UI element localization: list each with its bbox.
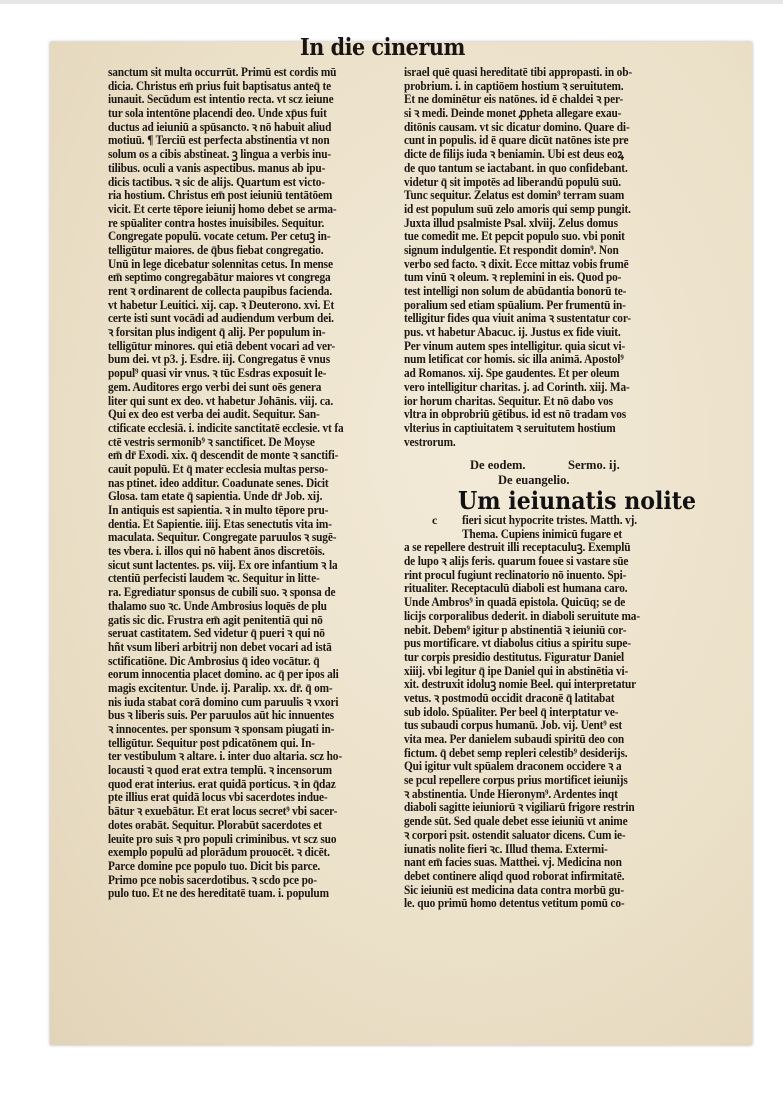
text-line: ritualiter. Receptaculū diaboli est humana caro.: [404, 581, 628, 596]
text-line: vicit. Et certe tēpore ieiunij homo debet se arma-: [108, 201, 337, 216]
text-line: de quo tantum se iactabant. in quo confidebant.: [404, 160, 628, 175]
text-line: tum vinū ꝛ oleum. ꝛ replemini in eis. Quod po-: [404, 270, 622, 285]
text-line: ra. Egrediatur sponsus de cubili suo. ꝛ sponsa de: [108, 585, 336, 600]
text-line: fictum. q̄ debet semp repleri celestib⁹ desiderijs.: [404, 745, 628, 760]
text-line: ꝛ abstinentia. Unde Hieronym⁹. Ardentes inqt: [404, 786, 618, 801]
text-line: eorum innocentia placet domino. ac q̄ per ipos ali: [108, 667, 339, 682]
text-line: ꝛ forsitan plus indigent q̄ alij. Per populum in-: [108, 325, 326, 340]
text-line: xiiij. vbi legitur q̄ ipe Daniel qui in abstinētia vi-: [404, 663, 629, 678]
text-line: sub idolo. Spūaliter. Per beel q̄ interptatur ve-: [404, 704, 619, 719]
text-line: pus mortificare. vt diabolus citius a spiritu supe-: [404, 636, 631, 651]
text-line: vestrorum.: [404, 434, 456, 449]
text-line: thalamo suo ꝛc. Unde Ambrosius loquēs de plu: [108, 598, 327, 613]
text-line: vero intelligitur charitas. j. ad Corinth. xiij. Ma-: [404, 379, 630, 394]
text-line: licijs corporalibus dederit. in diaboli seruitute ma-: [404, 608, 640, 623]
text-line: dotes orabāt. Sequitur. Plorabūt sacerdotes et: [108, 817, 322, 832]
text-line: locausti ꝛ quod erat extra templū. ꝛ incensorum: [108, 763, 332, 778]
heading-de-euangelio: De euangelio.: [498, 473, 570, 487]
text-line: videtur q̄ sit impotēs ad liberandū populū suū.: [404, 174, 621, 189]
text-line: bus ꝛ liberis suis. Per paruulos aūt hic innuentes: [108, 708, 334, 723]
text-line: signum indulgentie. Et respondit domin⁹. Non: [404, 242, 619, 257]
text-line: nebit. Debem⁹ igitur p abstinentiā ꝛ ieiuniū cor-: [404, 622, 627, 637]
text-line: cunt in populis. id ē quare dicūt natōnes iste pre: [404, 133, 629, 148]
text-line: Et ne dominētur eis natōnes. id ē chaldei ꝛ per-: [404, 92, 624, 107]
text-line: Thema. Cupiens inimicū fugare et: [462, 526, 623, 541]
guide-letter: c: [432, 513, 438, 527]
text-line: test intelligi non solum de abūdantia bonorū te-: [404, 284, 627, 298]
text-line: gende sūt. Sed quale debet esse ieiuniū vt anime: [404, 814, 628, 829]
text-line: ad Romanos. xij. Spe gaudentes. Et per oleum: [404, 366, 620, 381]
text-line: telligūtur maiores. de q̄bus fiebat congregatio.: [108, 242, 324, 257]
text-line: Qui ex deo est verba dei audit. Sequitur. San-: [108, 407, 320, 422]
text-line: Qui igitur vult spūalem draconem occidere ꝛ a: [404, 759, 622, 774]
text-line: telligitur fides qua viuit anima ꝛ sustentatur cor-: [404, 311, 631, 326]
text-line: nant em̄ facies suas. Matthei. vj. Medicina non: [404, 855, 622, 870]
text-line: tes vbera. i. illos qui nō habent ānos discretōis.: [108, 544, 325, 559]
text-line: solum os a cibis abstineat. ꝫ lingua a verbis inu-: [108, 147, 332, 162]
text-line: ctentiū perfecisti laudem ꝛc. Sequitur in litte-: [108, 571, 320, 586]
text-line: pulo tuo. Et ne des hereditatē tuam. i. populum: [108, 886, 329, 901]
text-line: dicte de filijs iuda ꝛ beniamin. Ubi est deus eoꝝ: [404, 147, 624, 162]
text-line: maculata. Sequitur. Congregate paruulos ꝛ sugē-: [108, 530, 337, 545]
text-line: leuite pro suis ꝛ pro populi criminibus. vt scz suo: [108, 831, 337, 846]
text-line: In antiquis est sapientia. ꝛ in multo tēpore pru-: [108, 503, 329, 517]
text-line: sanctum sit multa occurrūt. Primū est cordis mū: [108, 65, 337, 79]
sermon-title: Um ieiunatis nolite: [458, 486, 697, 515]
text-line: debet continere aliqd quod roborat infirmitatē.: [404, 868, 625, 883]
text-line: fieri sicut hypocrite tristes. Matth. vj.: [462, 513, 637, 527]
text-line: de lupo ꝛ alijs feris. quarum fouee si vastare sūe: [404, 554, 629, 569]
text-line: nis iuda stabat corā domino cum paruulis ꝛ vxori: [108, 694, 339, 709]
text-line: si ꝛ medi. Deinde monet ꝓpheta allegare exau-: [404, 106, 622, 121]
text-line: motiuū. ¶ Terciū est perfecta abstinentia vt non: [108, 133, 330, 148]
text-line: tilibus. oculi a vanis aspectibus. manus ab ipu-: [108, 160, 326, 175]
text-line: a se repellere destruit illi receptaculuꝫ. Exemplū: [404, 540, 631, 555]
text-line: id est populum suū zelo amoris qui semp pungit.: [404, 201, 631, 216]
text-line: poralium sed etiam spūalium. Per frumentū in-: [404, 297, 626, 312]
text-line: gatis sic dic. Frustra em̄ agit penitentiā qui nō: [108, 612, 323, 627]
text-line: gem. Auditores ergo verbi dei sunt oēs genera: [108, 379, 322, 394]
text-line: popul⁹ quasi vir vnus. ꝛ tūc Esdras exposuit le-: [108, 366, 327, 381]
text-line: Juxta illud psalmiste Psal. xlviij. Zelus domus: [404, 215, 618, 230]
text-line: Per vinum autem spes intelligitur. quia sicut vi-: [404, 338, 626, 353]
text-line: ꝛ innocentes. per sponsum ꝛ sponsam piugati in-: [108, 722, 335, 736]
text-line: Primo pce nobis sacerdotibus. ꝛ scdo pce po-: [108, 872, 317, 887]
right-column-bottom: [404, 514, 694, 911]
text-line: ria hostium. Christus em̄ post ieiuniū tentātōem: [108, 188, 333, 203]
text-line: em̄ dr̄ Exodi. xix. q̄ descendit de monte ꝛ sanctifi-: [108, 448, 339, 463]
text-line: liter qui sunt ex deo. vt habetur Johānis. viij. ca.: [108, 393, 334, 408]
text-line: tur sola intentōne placendi deo. Unde xp̄us fuit: [108, 106, 327, 121]
text-line: ctificate ecclesiā. i. indicite sanctitatē ecclesie. vt fa: [108, 420, 344, 435]
text-line: pte illius erat quidā locus vbi sacerdotes indue-: [108, 790, 328, 805]
text-line: Sic ieiuniū est medicina data contra morbū gu-: [404, 882, 624, 897]
text-line: ior horum charitas. Sequitur. Et nō dabo vos: [404, 393, 613, 408]
text-line: probrium. i. in captiōem hostium ꝛ seruitutem.: [404, 78, 624, 93]
text-line: bātur ꝛ exuebātur. Et erat locus secret⁹ vbi sacer-: [108, 804, 338, 819]
text-line: ditōnis causam. vt sic dicatur domino. Quare di-: [404, 119, 630, 134]
text-line: vt habetur Leuitici. xij. cap. ꝛ Deuterono. xvi. Et: [108, 297, 335, 312]
text-line: dicia. Christus em̄ prius fuit baptisatus anteq̄ te: [108, 78, 332, 93]
text-line: tue comedit me. Et pepcit populo suo. vbi ponit: [404, 229, 625, 244]
text-line: dentia. Et Sapientie. iiij. Etas senectutis vita im-: [108, 516, 332, 531]
text-line: vita mea. Per danielem subaudi spiritū deo con: [404, 732, 625, 746]
text-line: telligūtur minores. qui etiā debent vocari ad ver-: [108, 338, 336, 353]
text-line: se pcul repellere corpus prius mortificet ieiunijs: [404, 773, 628, 788]
text-line: tus subaudi corpus humanū. Job. vij. Uent⁹ est: [404, 718, 623, 733]
text-line: le. quo primū homo detentus vetitum pomū co-: [404, 896, 625, 911]
left-column: [108, 66, 393, 901]
text-line: pus. vt habetur Abacuc. ij. Justus ex fide viuit.: [404, 325, 621, 340]
text-line: Congregate populū. vocate cetum. Per cetuꝫ in-: [108, 229, 331, 244]
text-line: quod erat interius. erat quidā porticus. ꝛ in q̄daz: [108, 776, 336, 791]
text-line: vltra in obprobriū gētibus. id est nō tradam vos: [404, 407, 627, 422]
text-line: Unū in lege dicebatur solennitas cetus. In mense: [108, 256, 333, 271]
text-line: iunatis nolite fieri ꝛc. Illud thema. Extermi-: [404, 841, 608, 856]
text-line: rint procul fugiunt reclinatorio nō inuento. Spi-: [404, 567, 627, 582]
text-line: ꝛ corpori psit. ostendit saluator dicens. Cum ie-: [404, 827, 626, 842]
text-line: Glosa. tam etate q̄ sapientia. Unde dr̄ Job. xij.: [108, 489, 323, 504]
text-line: vetus. ꝛ postmodū occidit draconē q̄ latitabat: [404, 690, 615, 705]
text-line: Unde Ambros⁹ in quadā epistola. Quicūq; se de: [404, 595, 626, 610]
text-line: tur corpis presidio destitutus. Figuratur Daniel: [404, 649, 625, 664]
text-line: Tunc sequitur. Zelatus est domin⁹ terram suam: [404, 188, 625, 203]
text-line: bum dei. vt p3. j. Esdre. iij. Congregatus ē vnus: [108, 352, 330, 367]
text-line: xit. destruxit idoluꝫ nomie Beel. qui interpretatur: [404, 677, 637, 692]
text-line: em̄ septimo congregabātur maiores vt congrega: [108, 270, 331, 285]
text-line: rent ꝛ ordinarent de collecta paupibus facienda.: [108, 284, 333, 298]
text-line: telligūtur. Sequitur post pdicatōnem qui. In-: [108, 735, 315, 750]
text-line: verbo sed facto. ꝛ dixit. Ecce mittaz vobis frumē: [404, 256, 629, 271]
text-line: iunauit. Secūdum est intentio recta. vt scz ieiune: [108, 92, 334, 107]
text-line: sctificatiōne. Dic Ambrosius q̄ ideo vocātur. q̄: [108, 653, 320, 668]
text-line: nas ptinet. ideo additur. Coadunate senes. Dicit: [108, 475, 329, 490]
text-line: israel quē quasi hereditatē tibi appropasti. in ob-: [404, 65, 633, 79]
text-line: num letificat cor homis. sic illa animā. Apostol⁹: [404, 352, 624, 367]
heading-sermo: Sermo. ij.: [568, 458, 620, 472]
heading-de-eodem: De eodem.: [470, 458, 526, 472]
text-line: ctē vestris sermonib⁹ ꝛ sanctificet. De Moyse: [108, 434, 315, 449]
scan-border: [0, 0, 783, 4]
text-line: hñt vsum liberi arbitrij non debet vocari ad istā: [108, 639, 332, 654]
text-line: vlterius in captiuitatem ꝛ seruitutem hostium: [404, 420, 616, 435]
text-line: re spūaliter contra hostes inuisibiles. Sequitur.: [108, 215, 325, 230]
text-line: seruat castitatem. Sed videtur q̄ pueri ꝛ qui nō: [108, 626, 325, 641]
text-line: sicut sunt lactentes. ps. viij. Ex ore infantium ꝛ la: [108, 557, 338, 572]
text-line: certe isti sunt vocādi ad audiendum verbum dei.: [108, 311, 334, 326]
text-line: ter vestibulum ꝛ altare. i. inter duo altaria. scz ho-: [108, 749, 342, 764]
text-line: dicis tactibus. ꝛ sic de alijs. Quartum est victo-: [108, 174, 325, 189]
text-line: cauit populū. Et q̄ mater ecclesia multas perso-: [108, 461, 328, 476]
running-head: In die cinerum: [300, 34, 465, 61]
text-line: diaboli sagitte ieiuniorū ꝛ vigiliarū frigore restrin: [404, 800, 635, 815]
text-line: ductus ad ieiuniū a spūsancto. ꝛ nō habuit aliud: [108, 119, 332, 134]
right-column-top: [404, 66, 694, 449]
text-line: magis excitentur. Unde. ij. Paralip. xx. dr̄. q̄ om-: [108, 680, 333, 695]
text-line: Parce domine pce populo tuo. Dicit bis parce.: [108, 858, 321, 873]
text-line: exemplo populū ad plorādum prouocēt. ꝛ dicēt.: [108, 845, 330, 860]
